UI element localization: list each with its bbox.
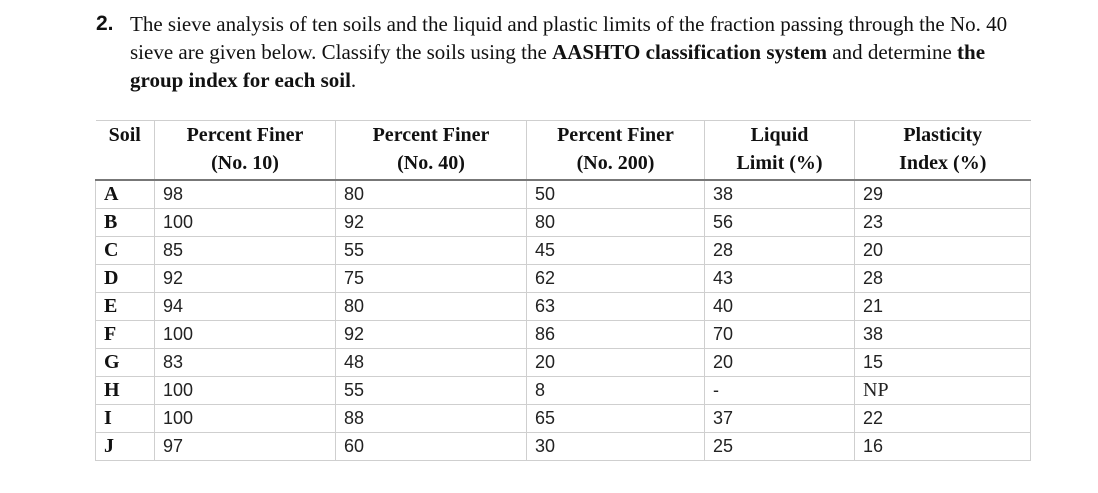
cell-liquid-limit: 20 xyxy=(705,349,855,377)
table-row xyxy=(96,349,1031,377)
cell-soil: H xyxy=(96,377,155,405)
table-header-row xyxy=(96,121,1031,181)
cell-no10: 94 xyxy=(155,293,336,321)
cell-no200: 62 xyxy=(527,265,705,293)
problem-text-part-1: The sieve analysis of ten soils and the liquid and plastic limits of the fraction passing through the No. 40 sieve are given below. Classify the soils using the xyxy=(130,12,1008,64)
cell-liquid-limit: 56 xyxy=(705,209,855,237)
cell-no10: 100 xyxy=(155,405,336,433)
cell-liquid-limit: 38 xyxy=(705,180,855,209)
cell-no200: 45 xyxy=(527,237,705,265)
cell-no200: 86 xyxy=(527,321,705,349)
problem-text xyxy=(130,10,1036,94)
cell-liquid-limit: 37 xyxy=(705,405,855,433)
cell-no10: 98 xyxy=(155,180,336,209)
table-row xyxy=(96,180,1031,209)
cell-no10: 85 xyxy=(155,237,336,265)
cell-plasticity-index: NP xyxy=(855,377,1031,405)
cell-liquid-limit: 70 xyxy=(705,321,855,349)
cell-no40: 48 xyxy=(336,349,527,377)
cell-no40: 60 xyxy=(336,433,527,461)
cell-soil: J xyxy=(96,433,155,461)
cell-liquid-limit: 43 xyxy=(705,265,855,293)
cell-plasticity-index: 15 xyxy=(855,349,1031,377)
cell-plasticity-index: 21 xyxy=(855,293,1031,321)
problem-bold-aashto: AASHTO classification system xyxy=(552,40,828,64)
cell-no200: 65 xyxy=(527,405,705,433)
cell-soil: E xyxy=(96,293,155,321)
cell-plasticity-index: 16 xyxy=(855,433,1031,461)
cell-no10: 92 xyxy=(155,265,336,293)
header-soil: Soil xyxy=(96,121,155,181)
table-row xyxy=(96,405,1031,433)
cell-soil: D xyxy=(96,265,155,293)
table-row xyxy=(96,293,1031,321)
cell-soil: I xyxy=(96,405,155,433)
problem-statement xyxy=(96,10,1036,94)
problem-number: 2. xyxy=(96,12,114,35)
cell-no40: 88 xyxy=(336,405,527,433)
cell-no10: 100 xyxy=(155,321,336,349)
cell-plasticity-index: 29 xyxy=(855,180,1031,209)
cell-liquid-limit: 25 xyxy=(705,433,855,461)
header-liquid-limit: Liquid Limit (%) xyxy=(705,121,855,181)
problem-text-part-3: . xyxy=(350,68,357,92)
table-row xyxy=(96,433,1031,461)
cell-no200: 80 xyxy=(527,209,705,237)
cell-no200: 20 xyxy=(527,349,705,377)
problem-bold-group-index: the group index for each soil xyxy=(130,40,986,92)
cell-no10: 97 xyxy=(155,433,336,461)
header-percent-finer-no200: Percent Finer (No. 200) xyxy=(527,121,705,181)
cell-no40: 80 xyxy=(336,293,527,321)
header-percent-finer-no10: Percent Finer (No. 10) xyxy=(155,121,336,181)
cell-no40: 92 xyxy=(336,209,527,237)
table-row xyxy=(96,377,1031,405)
cell-plasticity-index: 22 xyxy=(855,405,1031,433)
cell-liquid-limit: - xyxy=(705,377,855,405)
cell-no200: 8 xyxy=(527,377,705,405)
cell-no10: 100 xyxy=(155,209,336,237)
cell-no40: 80 xyxy=(336,180,527,209)
cell-plasticity-index: 28 xyxy=(855,265,1031,293)
problem-text-part-2: and determine xyxy=(827,40,958,64)
cell-no40: 55 xyxy=(336,237,527,265)
table-row xyxy=(96,237,1031,265)
cell-no40: 92 xyxy=(336,321,527,349)
cell-liquid-limit: 40 xyxy=(705,293,855,321)
cell-no40: 75 xyxy=(336,265,527,293)
cell-soil: F xyxy=(96,321,155,349)
cell-no200: 50 xyxy=(527,180,705,209)
table-row xyxy=(96,209,1031,237)
cell-soil: G xyxy=(96,349,155,377)
cell-no40: 55 xyxy=(336,377,527,405)
header-plasticity-index: Plasticity Index (%) xyxy=(855,121,1031,181)
soil-data-table xyxy=(95,120,1031,461)
cell-plasticity-index: 20 xyxy=(855,237,1031,265)
cell-no10: 83 xyxy=(155,349,336,377)
cell-soil: B xyxy=(96,209,155,237)
cell-plasticity-index: 38 xyxy=(855,321,1031,349)
cell-no200: 63 xyxy=(527,293,705,321)
table-row xyxy=(96,265,1031,293)
header-percent-finer-no40: Percent Finer (No. 40) xyxy=(336,121,527,181)
cell-no200: 30 xyxy=(527,433,705,461)
cell-soil: C xyxy=(96,237,155,265)
cell-liquid-limit: 28 xyxy=(705,237,855,265)
cell-plasticity-index: 23 xyxy=(855,209,1031,237)
cell-no10: 100 xyxy=(155,377,336,405)
cell-soil: A xyxy=(96,180,155,209)
table-row xyxy=(96,321,1031,349)
